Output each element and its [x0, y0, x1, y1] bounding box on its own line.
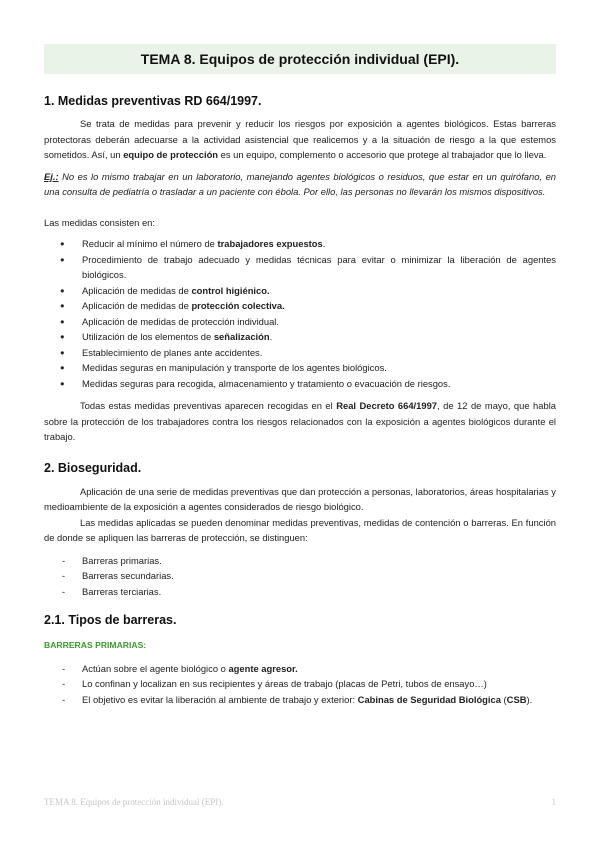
- page-number: 1: [551, 797, 556, 807]
- barriers-list: [44, 553, 556, 600]
- list-item: - Lo confinan y localizan en sus recipientes y áreas de trabajo (placas de Petri, tubos de ensayo…): [44, 676, 556, 692]
- list-item: ● Aplicación de medidas de protección individual.: [44, 314, 556, 330]
- list-item: ● Aplicación de medidas de protección colectiva.: [44, 298, 556, 314]
- document-page: [44, 44, 556, 707]
- section-2-1-heading: 2.1. Tipos de barreras.: [44, 613, 177, 627]
- section-1-paragraph-1: Se trata de medidas para prevenir y reducir los riesgos por exposición a agentes biológicos. Estas barreras protectoras deberán adecuarse a la actividad asistencial que realicemos y a la situación de riesgo a la que estemos sometidos. Así, un equipo de protección es un equipo, complemento o accesorio que protege al trabajador que lo lleva.: [44, 118, 556, 160]
- list-item: ● Medidas seguras para recogida, almacenamiento y tratamiento o evacuación de riesgos.: [44, 376, 556, 392]
- measures-intro: Las medidas consisten en:: [44, 216, 156, 228]
- list-item: - Barreras terciarias.: [44, 584, 556, 600]
- list-item: ● Establecimiento de planes ante accidentes.: [44, 345, 556, 361]
- measures-list: [44, 236, 556, 391]
- section-2-paragraph-1: Aplicación de una serie de medidas preventivas que dan protección a personas, laboratorios, áreas hospitalarias y medioambiente de la exposición a agentes considerados de riesgo biológico.: [44, 485, 556, 512]
- document-title: TEMA 8. Equipos de protección individual (EPI).: [140, 51, 460, 67]
- page-footer: [44, 797, 556, 807]
- primary-barriers-label: BARRERAS PRIMARIAS:: [44, 640, 147, 650]
- footer-title: TEMA 8. Equipos de protección individual (EPI).: [44, 797, 224, 807]
- section-2-paragraph-2: Las medidas aplicadas se pueden denominar medidas preventivas, medidas de contención o barreras. En función de donde se apliquen las barreras de protección, se distinguen:: [44, 516, 556, 543]
- document-title-box: [44, 44, 556, 74]
- example-label: Ej.:: [44, 170, 59, 182]
- list-item: ● Aplicación de medidas de control higiénico.: [44, 283, 556, 299]
- list-item: ● Reducir al mínimo el número de trabajadores expuestos.: [44, 236, 556, 252]
- section-1-heading: 1. Medidas preventivas RD 664/1997.: [44, 94, 262, 108]
- list-item: - Actúan sobre el agente biológico o agente agresor.: [44, 661, 556, 677]
- list-item: - Barreras primarias.: [44, 553, 556, 569]
- section-2-heading: 2. Bioseguridad.: [44, 460, 142, 475]
- primary-barriers-list: [44, 661, 556, 708]
- example-paragraph: Ej.: No es lo mismo trabajar en un laboratorio, manejando agentes biológicos o residuos, que estar en un quirófano, en una consulta de pediatría o trasladar a un paciente con ébola. Por ello, las personas no llevarán los mismos dispositivos.: [44, 170, 556, 197]
- list-item: - Barreras secundarias.: [44, 568, 556, 584]
- list-item: ● Procedimiento de trabajo adecuado y medidas técnicas para evitar o minimizar la liberación de agentes biológicos.: [44, 252, 556, 283]
- list-item: ● Medidas seguras en manipulación y transporte de los agentes biológicos.: [44, 360, 556, 376]
- section-1-paragraph-2: Todas estas medidas preventivas aparecen recogidas en el Real Decreto 664/1997, de 12 de mayo, que habla sobre la protección de los trabajadores contra los riesgos relacionados con la exposición a agentes biológicos durante el trabajo.: [44, 400, 556, 442]
- list-item: - El objetivo es evitar la liberación al ambiente de trabajo y exterior: Cabinas de Seguridad Biológica (CSB).: [44, 692, 556, 708]
- list-item: ● Utilización de los elementos de señalización.: [44, 329, 556, 345]
